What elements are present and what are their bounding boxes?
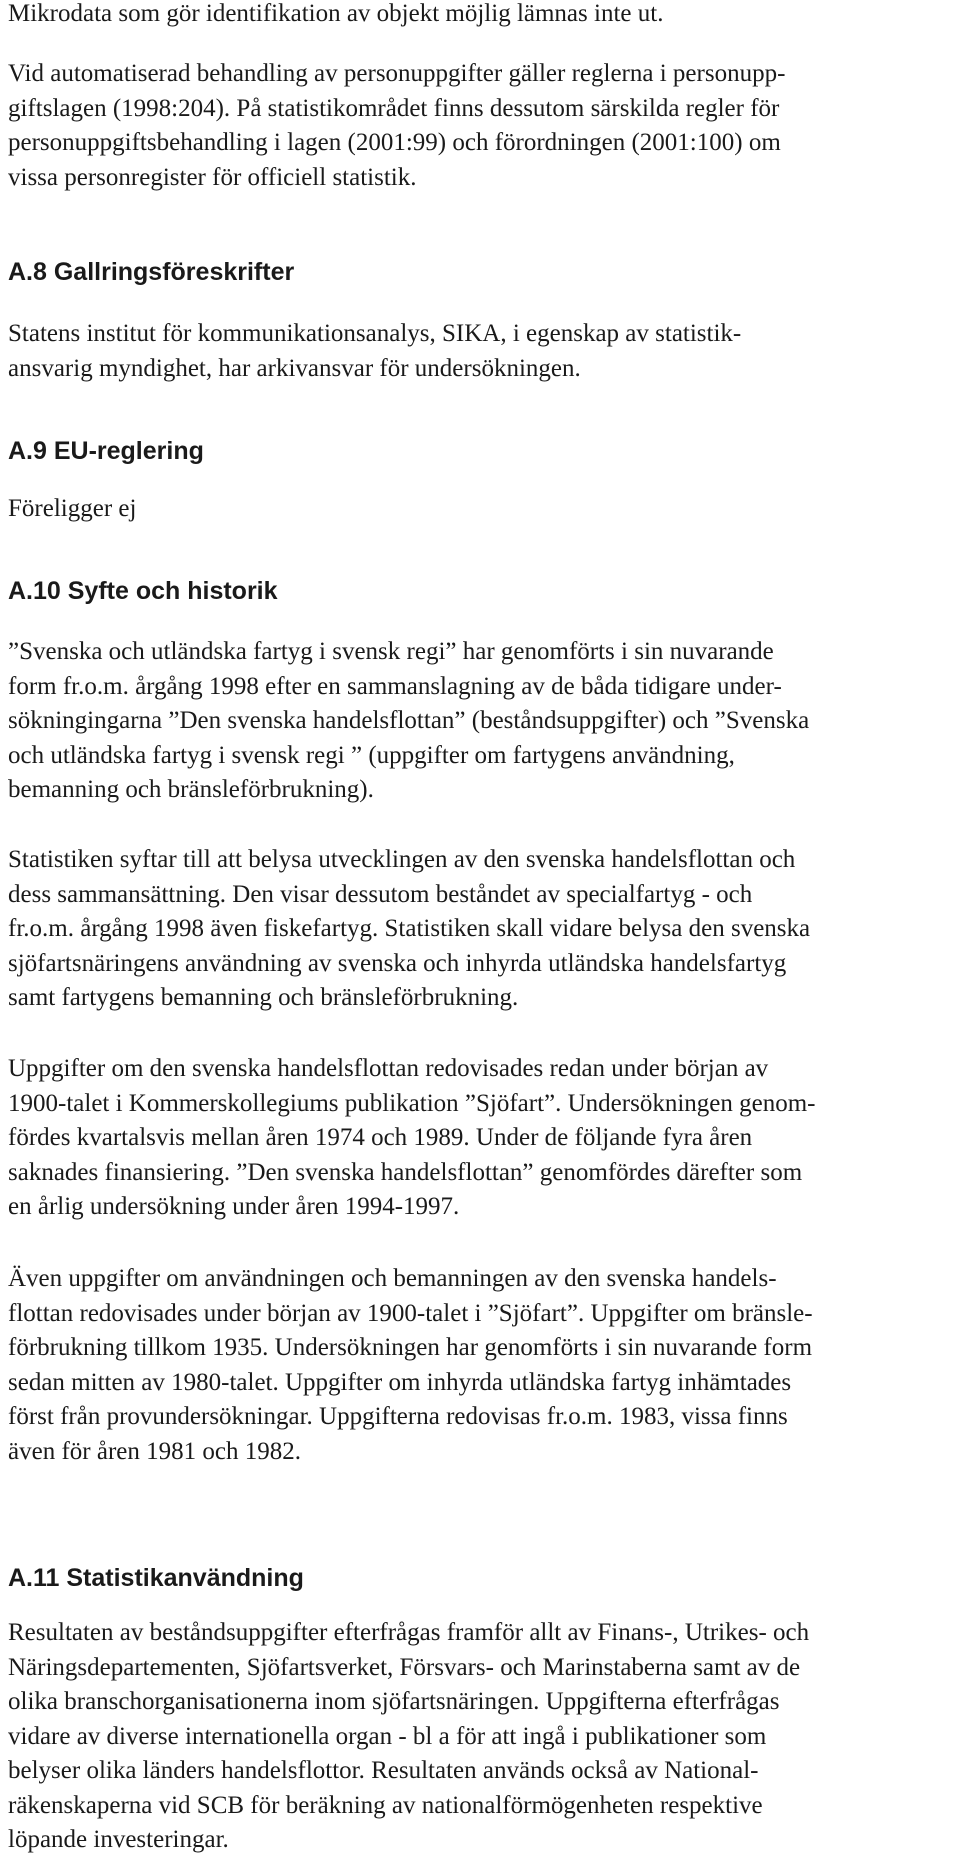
text-line: dess sammansättning. Den visar dessutom beståndet av specialfartyg - och xyxy=(8,880,753,908)
text-line: även för åren 1981 och 1982. xyxy=(8,1437,301,1465)
text-line: ”Svenska och utländska fartyg i svensk regi” har genomförts i sin nuvarande xyxy=(8,638,774,665)
text-line: Resultaten av beståndsuppgifter efterfrågas framför allt av Finans-, Utrikes- och xyxy=(8,1619,810,1646)
section-a8-paragraph-1 xyxy=(8,317,741,386)
text-line: ansvarig myndighet, har arkivansvar för undersökningen. xyxy=(8,354,581,382)
text-line: Uppgifter om den svenska handelsflottan redovisades redan under början av xyxy=(8,1055,769,1082)
text-line: förbrukning tillkom 1935. Undersökningen har genomförts i sin nuvarande form xyxy=(8,1334,813,1361)
text-line: Statens institut för kommunikationsanalys, SIKA, i egenskap av statistik- xyxy=(8,320,742,347)
intro-paragraph-1 xyxy=(8,0,663,32)
text-line: sökningingarna ”Den svenska handelsflottan” (beståndsuppgifter) och ”Svenska xyxy=(8,707,810,734)
text-line: sedan mitten av 1980-talet. Uppgifter om inhyrda utländska fartyg inhämtades xyxy=(8,1368,792,1396)
text-line: vissa personregister för officiell statistik. xyxy=(8,163,417,191)
section-heading-a8: A.8 Gallringsföreskrifter xyxy=(8,258,295,286)
section-heading-a9: A.9 EU-reglering xyxy=(8,437,204,465)
text-line: Mikrodata som gör identifikation av objekt möjlig lämnas inte ut. xyxy=(8,0,664,27)
text-line: sjöfartsnäringens användning av svenska och inhyrda utländska handelsfartyg xyxy=(8,949,787,977)
text-line: Även uppgifter om användningen och bemanningen av den svenska handels- xyxy=(8,1265,777,1292)
text-line: personuppgiftsbehandling i lagen (2001:99) och förordningen (2001:100) om xyxy=(8,129,781,156)
intro-paragraph-2 xyxy=(8,57,785,195)
text-line: samt fartygens bemanning och bränsleförbrukning. xyxy=(8,984,519,1011)
text-line: fördes kvartalsvis mellan åren 1974 och 1989. Under de följande fyra åren xyxy=(8,1124,753,1151)
text-line: räkenskaperna vid SCB för beräkning av nationalförmögenheten respektive xyxy=(8,1791,763,1819)
text-line: 1900-talet i Kommerskollegiums publikation ”Sjöfart”. Undersökningen genom- xyxy=(8,1089,816,1117)
section-heading-a10: A.10 Syfte och historik xyxy=(8,577,278,605)
text-line: giftslagen (1998:204). På statistikområdet finns dessutom särskilda regler för xyxy=(8,94,780,122)
text-line: flottan redovisades under början av 1900-talet i ”Sjöfart”. Uppgifter om bränsle- xyxy=(8,1299,813,1327)
text-line: Vid automatiserad behandling av personuppgifter gäller reglerna i personupp- xyxy=(8,60,786,87)
text-line: fr.o.m. årgång 1998 även fiskefartyg. Statistiken skall vidare belysa den svenska xyxy=(8,915,811,942)
section-heading-a11: A.11 Statistikanvändning xyxy=(8,1564,304,1592)
text-line: löpande investeringar. xyxy=(8,1826,229,1853)
text-line: vidare av diverse internationella organ - bl a för att ingå i publikationer som xyxy=(8,1722,767,1750)
text-line: först från provundersökningar. Uppgifterna redovisas fr.o.m. 1983, vissa finns xyxy=(8,1403,788,1430)
section-a10-paragraph-2 xyxy=(8,843,810,1016)
text-line: Föreligger ej xyxy=(8,495,137,522)
text-line: form fr.o.m. årgång 1998 efter en sammanslagning av de båda tidigare under- xyxy=(8,672,782,700)
text-line: och utländska fartyg i svensk regi ” (uppgifter om fartygens användning, xyxy=(8,741,735,769)
section-a11-paragraph-1 xyxy=(8,1616,809,1858)
section-a10-paragraph-1 xyxy=(8,635,809,808)
text-line: belyser olika länders handelsflottor. Resultaten används också av National- xyxy=(8,1757,759,1784)
text-line: en årlig undersökning under åren 1994-1997. xyxy=(8,1193,460,1220)
text-line: Statistiken syftar till att belysa utvecklingen av den svenska handelsflottan och xyxy=(8,846,796,873)
text-line: olika branschorganisationerna inom sjöfartsnäringen. Uppgifterna efterfrågas xyxy=(8,1688,780,1715)
text-line: saknades finansiering. ”Den svenska handelsflottan” genomfördes därefter som xyxy=(8,1158,803,1186)
text-line: Näringsdepartementen, Sjöfartsverket, Försvars- och Marinstaberna samt av de xyxy=(8,1653,801,1681)
text-line: bemanning och bränsleförbrukning). xyxy=(8,776,374,803)
section-a10-paragraph-3 xyxy=(8,1052,815,1225)
section-a10-paragraph-4 xyxy=(8,1262,813,1469)
section-a9-paragraph-1 xyxy=(8,492,136,527)
